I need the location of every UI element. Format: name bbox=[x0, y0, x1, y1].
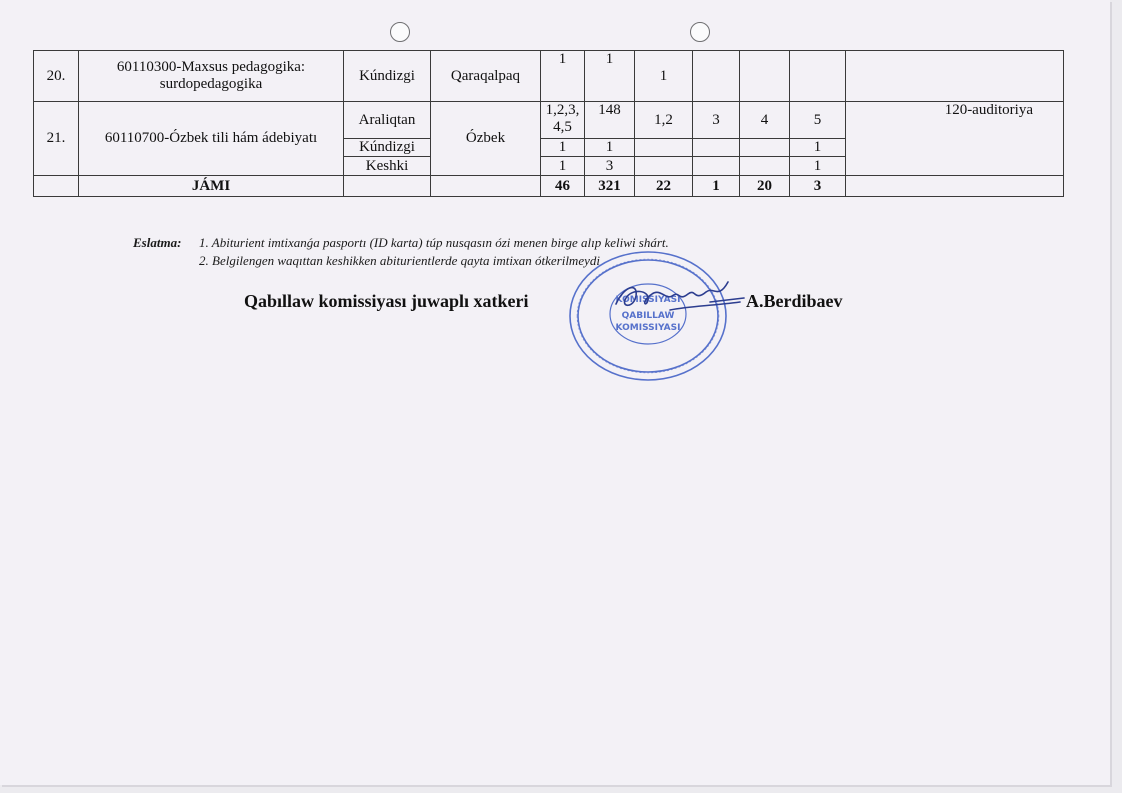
handwritten-signature bbox=[610, 272, 750, 322]
cell-value bbox=[740, 139, 790, 157]
cell-value bbox=[693, 157, 740, 176]
language: Qaraqalpaq bbox=[431, 51, 541, 102]
empty-cell bbox=[431, 176, 541, 197]
table-row bbox=[34, 51, 1064, 102]
stamp-text-line-1: KOMISSIYASI bbox=[615, 295, 681, 305]
empty-cell bbox=[34, 176, 79, 197]
cell-value bbox=[635, 139, 693, 157]
punch-hole-left bbox=[390, 22, 410, 42]
total-value: 22 bbox=[635, 176, 693, 197]
total-value: 321 bbox=[585, 176, 635, 197]
cell-value bbox=[740, 51, 790, 102]
signatory-name: A.Berdibaev bbox=[746, 291, 843, 311]
cell-value: 1 bbox=[635, 51, 693, 102]
cell-value: 1 bbox=[541, 139, 585, 157]
cell-value: 1 bbox=[585, 51, 635, 102]
program-name: 60110300-Maxsus pedagogika: surdopedagogika bbox=[79, 51, 344, 102]
study-form: Kúndizgi bbox=[344, 51, 431, 102]
cell-value: 1 bbox=[541, 157, 585, 176]
total-value: 1 bbox=[693, 176, 740, 197]
study-form: Araliqtan bbox=[344, 102, 431, 139]
total-row bbox=[34, 176, 1064, 197]
language: Ózbek bbox=[431, 102, 541, 176]
program-name: 60110700-Ózbek tili hám ádebiyatı bbox=[79, 102, 344, 176]
total-label: JÁMI bbox=[79, 176, 344, 197]
total-value: 46 bbox=[541, 176, 585, 197]
study-form: Kúndizgi bbox=[344, 139, 431, 157]
cell-value bbox=[635, 157, 693, 176]
cell-value: 1,2,3, 4,5 bbox=[541, 102, 585, 139]
cell-value: 3 bbox=[585, 157, 635, 176]
room bbox=[846, 51, 1064, 102]
cell-value: 148 bbox=[585, 102, 635, 139]
total-value: 20 bbox=[740, 176, 790, 197]
cell-value bbox=[693, 139, 740, 157]
note-line-1: 1. Abiturient imtixanǵa pasportı (ID karta) túp nusqasın ózi menen birge alıp keliwi shárt. bbox=[199, 235, 669, 250]
cell-value bbox=[790, 51, 846, 102]
room: 120-auditoriya bbox=[846, 102, 1064, 176]
signatory-role: Qabıllaw komissiyası juwaplı xatkeri bbox=[244, 291, 529, 311]
cell-value: 1,2 bbox=[635, 102, 693, 139]
empty-cell bbox=[344, 176, 431, 197]
study-form: Keshki bbox=[344, 157, 431, 176]
stamp-text-line-3: KOMISSIYASI bbox=[615, 323, 681, 333]
cell-value: 1 bbox=[585, 139, 635, 157]
punch-hole-right bbox=[690, 22, 710, 42]
empty-cell bbox=[846, 176, 1064, 197]
cell-value: 4 bbox=[740, 102, 790, 139]
cell-value bbox=[740, 157, 790, 176]
total-value: 3 bbox=[790, 176, 846, 197]
table-row bbox=[34, 102, 1064, 139]
cell-value: 1 bbox=[541, 51, 585, 102]
cell-value: 1 bbox=[790, 157, 846, 176]
bleed-through-decoration bbox=[120, 325, 123, 341]
cell-value: 3 bbox=[693, 102, 740, 139]
note-line-2: 2. Belgilengen waqıttan keshikken abiturientlerde qayta imtixan ótkerilmeydi bbox=[199, 253, 600, 268]
cell-value: 5 bbox=[790, 102, 846, 139]
stamp-text-line-2: QABILLAW bbox=[621, 311, 675, 321]
cell-value bbox=[693, 51, 740, 102]
row-number: 21. bbox=[34, 102, 79, 176]
exam-schedule-table bbox=[33, 50, 1064, 197]
cell-value: 1 bbox=[790, 139, 846, 157]
row-number: 20. bbox=[34, 51, 79, 102]
note-label: Eslatma: bbox=[133, 235, 182, 250]
